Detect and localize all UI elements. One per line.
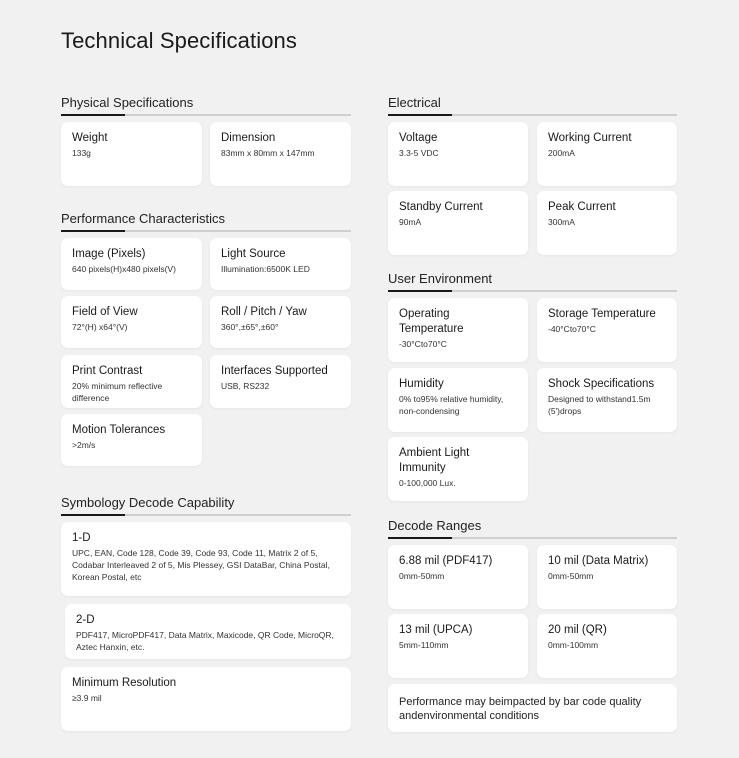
spec-label: Roll / Pitch / Yaw bbox=[221, 306, 307, 318]
spec-value: UPC, EAN, Code 128, Code 39, Code 93, Code 11, Matrix 2 of 5, Codabar Interleaved 2 of 5, Mis Plessey, GSI DataBar, China Postal, Korean Postal, etc bbox=[72, 548, 330, 582]
spec-card-motion-tolerances bbox=[61, 414, 202, 466]
spec-label: Print Contrast bbox=[72, 365, 143, 377]
spec-value: 72°(H) x64°(V) bbox=[72, 322, 128, 332]
spec-card-voltage bbox=[388, 122, 528, 186]
spec-card-dimension bbox=[210, 122, 351, 186]
spec-value: 3.3-5 VDC bbox=[399, 148, 439, 158]
section-divider bbox=[388, 290, 677, 292]
spec-card-humidity bbox=[388, 368, 528, 432]
spec-value: 0% to95% relative humidity, non-condensing bbox=[399, 394, 504, 416]
spec-value: -40°Cto70°C bbox=[548, 324, 596, 334]
spec-label: Working Current bbox=[548, 132, 632, 144]
section-divider-accent bbox=[61, 114, 125, 116]
spec-label: Storage Temperature bbox=[548, 308, 656, 320]
spec-label: Humidity bbox=[399, 378, 444, 390]
spec-label: Minimum Resolution bbox=[72, 677, 177, 689]
section-title-physical: Physical Specifications bbox=[61, 95, 194, 110]
spec-value: PDF417, MicroPDF417, Data Matrix, Maxicode, QR Code, MicroQR, Aztec Hanxin, etc. bbox=[76, 630, 334, 652]
spec-card-range-upca bbox=[388, 614, 528, 678]
spec-value: 360°,±65°,±60° bbox=[221, 322, 279, 332]
spec-value: 300mA bbox=[548, 217, 575, 227]
spec-label: Dimension bbox=[221, 132, 276, 144]
section-divider-accent bbox=[388, 537, 452, 539]
spec-card-interfaces bbox=[210, 355, 351, 408]
spec-card-operating-temperature bbox=[388, 298, 528, 362]
spec-label: 6.88 mil (PDF417) bbox=[399, 555, 493, 567]
spec-value: 20% minimum reflective difference bbox=[72, 381, 163, 403]
spec-label: 2-D bbox=[76, 614, 95, 626]
spec-value: -30°Cto70°C bbox=[399, 339, 447, 349]
section-title-decode-ranges: Decode Ranges bbox=[388, 518, 482, 533]
spec-card-roll-pitch-yaw bbox=[210, 296, 351, 348]
spec-label: 13 mil (UPCA) bbox=[399, 624, 473, 636]
spec-label: Image (Pixels) bbox=[72, 248, 146, 260]
spec-label: Shock Specifications bbox=[548, 378, 655, 390]
section-divider bbox=[61, 114, 351, 116]
spec-card-print-contrast bbox=[61, 355, 202, 408]
spec-card-field-of-view bbox=[61, 296, 202, 348]
spec-value: 0mm-50mm bbox=[399, 571, 445, 581]
spec-value: 5mm-110mm bbox=[399, 640, 449, 650]
section-divider-accent bbox=[61, 230, 125, 232]
spec-label: Field of View bbox=[72, 306, 138, 318]
spec-value: ≥3.9 mil bbox=[72, 693, 102, 703]
spec-value: 640 pixels(H)x480 pixels(V) bbox=[72, 264, 176, 274]
spec-value: Illumination:6500K LED bbox=[221, 264, 310, 274]
spec-label: Weight bbox=[72, 132, 108, 144]
spec-label: Operating Temperature bbox=[399, 308, 464, 335]
spec-value: 0mm-50mm bbox=[548, 571, 594, 581]
spec-card-weight bbox=[61, 122, 202, 186]
section-title-performance: Performance Characteristics bbox=[61, 211, 225, 226]
spec-card-ambient-light-immunity bbox=[388, 437, 528, 501]
spec-card-2d bbox=[65, 604, 351, 659]
spec-label: Light Source bbox=[221, 248, 286, 260]
spec-card-peak-current bbox=[537, 191, 677, 255]
spec-label: Interfaces Supported bbox=[221, 365, 328, 377]
section-title-symbology: Symbology Decode Capability bbox=[61, 495, 235, 510]
spec-card-range-data-matrix bbox=[537, 545, 677, 609]
spec-value: 83mm x 80mm x 147mm bbox=[221, 148, 315, 158]
section-divider-accent bbox=[388, 114, 452, 116]
spec-card-minimum-resolution bbox=[61, 667, 351, 731]
spec-value: 90mA bbox=[399, 217, 422, 227]
spec-label: 10 mil (Data Matrix) bbox=[548, 555, 649, 567]
spec-label: Peak Current bbox=[548, 201, 616, 213]
section-title-electrical: Electrical bbox=[388, 95, 441, 110]
spec-card-range-pdf417 bbox=[388, 545, 528, 609]
spec-card-shock-specifications bbox=[537, 368, 677, 432]
spec-card-light-source bbox=[210, 238, 351, 290]
spec-card-working-current bbox=[537, 122, 677, 186]
spec-value: 133g bbox=[72, 148, 91, 158]
spec-card-standby-current bbox=[388, 191, 528, 255]
spec-value: USB, RS232 bbox=[221, 381, 270, 391]
spec-label: 1-D bbox=[72, 532, 91, 544]
page-title: Technical Specifications bbox=[61, 28, 297, 53]
section-divider bbox=[388, 114, 677, 116]
spec-label: Voltage bbox=[399, 132, 438, 144]
spec-value: 200mA bbox=[548, 148, 575, 158]
section-title-environment: User Environment bbox=[388, 271, 493, 286]
section-divider-accent bbox=[61, 514, 125, 516]
section-divider bbox=[61, 514, 351, 516]
spec-card-storage-temperature bbox=[537, 298, 677, 362]
spec-label: 20 mil (QR) bbox=[548, 624, 607, 636]
decode-ranges-note: Performance may beimpacted by bar code quality andenvironmental conditions bbox=[399, 696, 642, 722]
spec-value: >2m/s bbox=[72, 440, 96, 450]
spec-card-range-qr bbox=[537, 614, 677, 678]
decode-ranges-note-card bbox=[388, 684, 677, 732]
spec-label: Standby Current bbox=[399, 201, 483, 213]
section-divider bbox=[388, 537, 677, 539]
spec-value: 0mm-100mm bbox=[548, 640, 599, 650]
spec-card-1d bbox=[61, 522, 351, 596]
section-divider bbox=[61, 230, 351, 232]
spec-label: Ambient Light Immunity bbox=[399, 447, 470, 474]
spec-card-image-pixels bbox=[61, 238, 202, 290]
spec-value: Designed to withstand1.5m (5')drops bbox=[548, 394, 651, 416]
section-divider-accent bbox=[388, 290, 452, 292]
spec-label: Motion Tolerances bbox=[72, 424, 166, 436]
spec-value: 0-100,000 Lux. bbox=[399, 478, 456, 488]
